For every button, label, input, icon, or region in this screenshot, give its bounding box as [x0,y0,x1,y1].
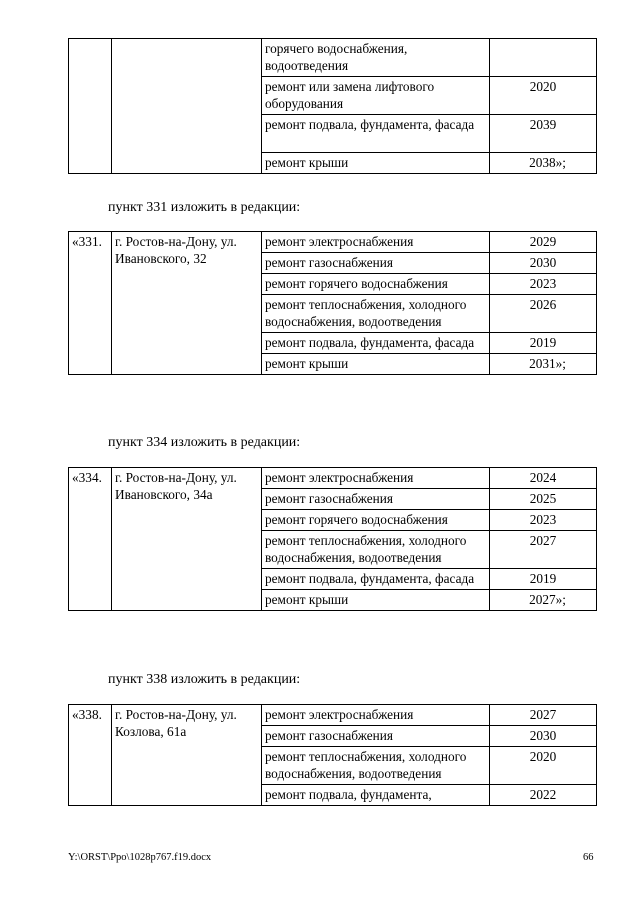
table-row [69,705,597,726]
table-row [69,468,597,489]
work-cell: горячего водоснабжения, водоотведения [262,39,490,77]
address-cell: г. Ростов-на-Дону, ул. Ивановского, 32 [112,232,262,375]
work-cell: ремонт горячего водоснабжения [262,274,490,295]
work-cell: ремонт теплоснабжения, холодного водоснабжения, водоотведения [262,747,490,785]
section-heading-334: пункт 334 изложить в редакции: [108,435,301,450]
work-cell: ремонт электроснабжения [262,705,490,726]
table-338 [68,704,597,806]
work-cell: ремонт крыши [262,590,490,611]
year-cell: 2031»; [490,354,597,375]
page-number: 66 [583,852,594,863]
work-cell: ремонт или замена лифтового оборудования [262,77,490,115]
continuation-table [68,38,597,174]
year-cell: 2020 [490,77,597,115]
table-331 [68,231,597,375]
work-cell: ремонт газоснабжения [262,489,490,510]
year-cell: 2029 [490,232,597,253]
year-cell: 2030 [490,726,597,747]
work-cell: ремонт крыши [262,153,490,174]
year-cell: 2019 [490,569,597,590]
year-cell: 2023 [490,510,597,531]
address-cell [112,39,262,174]
item-number: «331. [69,232,112,375]
work-cell: ремонт горячего водоснабжения [262,510,490,531]
table-334 [68,467,597,611]
year-cell: 2027 [490,705,597,726]
year-cell: 2026 [490,295,597,333]
year-cell: 2027»; [490,590,597,611]
year-cell: 2039 [490,115,597,153]
year-cell: 2019 [490,333,597,354]
work-cell: ремонт подвала, фундамента, фасада [262,333,490,354]
year-cell: 2020 [490,747,597,785]
year-cell [490,39,597,77]
table-row [69,232,597,253]
work-cell: ремонт электроснабжения [262,232,490,253]
section-heading-331: пункт 331 изложить в редакции: [108,200,301,215]
number-cell [69,39,112,174]
year-cell: 2038»; [490,153,597,174]
work-cell: ремонт подвала, фундамента, фасада [262,115,490,153]
year-cell: 2025 [490,489,597,510]
work-cell: ремонт подвала, фундамента, фасада [262,569,490,590]
work-cell: ремонт газоснабжения [262,726,490,747]
footer-file-path: Y:\ORST\Ppo\1028p767.f19.docx [68,852,212,863]
work-cell: ремонт теплоснабжения, холодного водоснабжения, водоотведения [262,295,490,333]
item-number: «334. [69,468,112,611]
table-row [69,39,597,77]
year-cell: 2027 [490,531,597,569]
work-cell: ремонт подвала, фундамента, [262,785,490,806]
work-cell: ремонт электроснабжения [262,468,490,489]
work-cell: ремонт теплоснабжения, холодного водоснабжения, водоотведения [262,531,490,569]
section-heading-338: пункт 338 изложить в редакции: [108,672,301,687]
year-cell: 2030 [490,253,597,274]
year-cell: 2022 [490,785,597,806]
work-cell: ремонт крыши [262,354,490,375]
year-cell: 2023 [490,274,597,295]
item-number: «338. [69,705,112,806]
work-cell: ремонт газоснабжения [262,253,490,274]
address-cell: г. Ростов-на-Дону, ул. Ивановского, 34а [112,468,262,611]
year-cell: 2024 [490,468,597,489]
address-cell: г. Ростов-на-Дону, ул. Козлова, 61а [112,705,262,806]
